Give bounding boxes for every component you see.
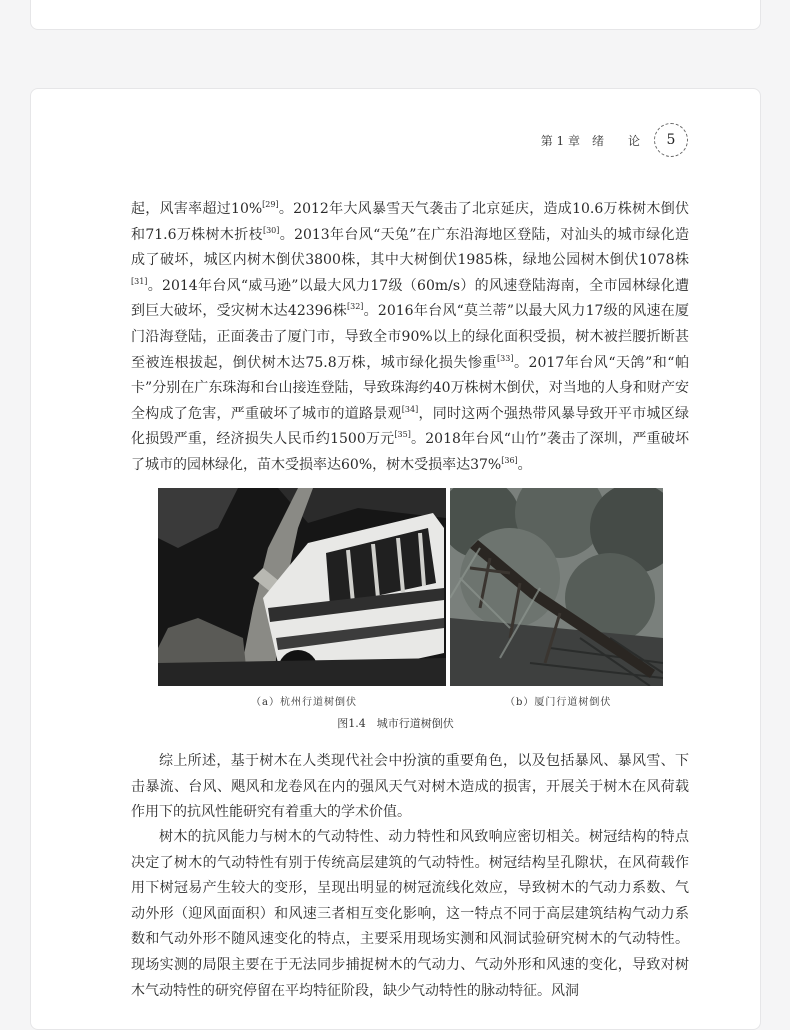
text-run: 。2014年台风“威马逊”以最大风力17级（60m/s）的风速登陆海南，全市园林绿化遭到巨大破坏，受灾树木达42396株 [131, 277, 689, 320]
text-run: 。2013年台风“天兔”在广东沿海地区登陆，对汕头的城市绿化造成了破坏，城区内树木倒伏3800株，其中大树倒伏1985株，绿地公园树木倒伏1078株 [131, 226, 690, 269]
photo-hangzhou-fallen-tree [158, 488, 446, 686]
citation-ref: [31] [131, 276, 148, 286]
previous-page-card [30, 0, 761, 30]
text-run: 。2012年大风暴雪天气袭击了北京延庆，造成10.6万株树木倒伏和71.6万株树木折枝 [131, 201, 689, 243]
text-run: 。2016年台风“莫兰蒂”以最大风力17级的风速在厦门沿海登陆，正面袭击了厦门市，导致全市90%以上的绿化面积受损，树木被拦腰折断甚至被连根拔起，倒伏树木达75.8万株，城市绿化损失惨重 [131, 303, 689, 371]
citation-ref: [30] [262, 225, 280, 235]
photo-xiamen-fallen-tree [450, 488, 663, 686]
text-run: 。2018年台风“山竹”袭击了深圳，严重破坏了城市的园林绿化，苗木受损率达60%，树木受损率达37% [131, 431, 689, 473]
paragraph-typhoon-damage [131, 197, 689, 479]
figure-1-4 [158, 488, 663, 686]
figure-caption: 图1.4 城市行道树倒伏 [337, 717, 454, 730]
subcaption-b: （b）厦门行道树倒伏 [505, 697, 612, 708]
citation-ref: [33] [497, 353, 514, 363]
text-run: 起，风害率超过10% [131, 201, 263, 217]
subcaption-a: （a）杭州行道树倒伏 [251, 697, 357, 708]
book-page [30, 88, 761, 1030]
paragraph-wind-resistance: 树木的抗风能力与树木的气动特性、动力特性和风致响应密切相关。树冠结构的特点决定了树木的气动特性有别于传统高层建筑的气动特性。树冠结构呈孔隙状，在风荷载作用下树冠易产生较大的变形，呈现出明显的树冠流线化效应，导致树木的气动力系数、气动外形（迎风面面积）和风速三者相互变化影响，这一特点不同于高层建筑结构气动力系数和气动外形不随风速变化的特点，主要采用现场实测和风洞试验研究树木的气动特性。现场实测的局限主要在于无法同步捕捉树木的气动力、气动外形和风速的变化，导致对树木气动特性的研究停留在平均特征阶段，缺少气动特性的脉动特征。风洞 [131, 829, 689, 999]
text-run: ，同时这两个强热带风暴导致开平市城区绿化损毁严重，经济损失人民币约1500万元 [131, 405, 690, 448]
chapter-title: 第 1 章 绪 论 [540, 133, 640, 148]
citation-ref: [29] [262, 200, 279, 209]
running-head [541, 123, 688, 157]
text-run: 。 [517, 456, 532, 473]
citation-ref: [34] [401, 404, 419, 414]
text-run: 。2017年台风“天鸽”和“帕卡”分别在广东珠海和台山接连登陆，导致珠海约40万株树木倒伏，对当地的人身和财产安全构成了危害，严重破坏了城市的道路景观 [131, 354, 690, 422]
citation-ref: [32] [346, 302, 364, 312]
citation-ref: [35] [394, 430, 411, 440]
page-number: 5 [654, 123, 688, 157]
paragraph-summary: 综上所述，基于树木在人类现代社会中扮演的重要角色，以及包括暴风、暴风雪、下击暴流、台风、飓风和龙卷风在内的强风天气对树木造成的损害，开展关于树木在风荷载作用下的抗风性能研究有着重大的学术价值。 [131, 753, 689, 821]
citation-ref: [36] [501, 455, 518, 465]
